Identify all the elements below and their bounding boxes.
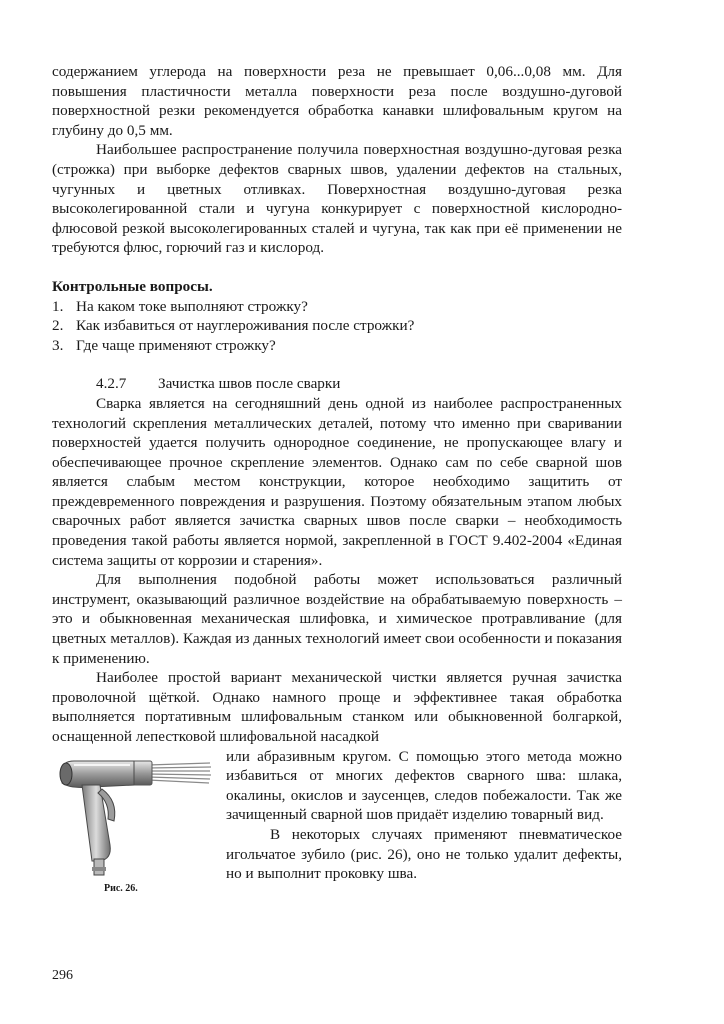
list-text: Как избавиться от науглероживания после строжки? <box>76 317 415 335</box>
list-item <box>52 316 622 336</box>
list-text: Где чаще применяют строжку? <box>76 336 276 354</box>
questions-heading: Контрольные вопросы. <box>52 277 213 295</box>
paragraph: В некоторых случаях применяют пневматическое игольчатое зубило (рис. 26), оно не только удалит дефекты, но и выполнит проковку шва. <box>226 825 622 883</box>
page-number: 296 <box>52 968 73 983</box>
paragraph: или абразивным кругом. С помощью этого метода можно избавиться от многих дефектов сварного шва: шлака, окалины, окислов и заусенцев, следов побежалости. Так же зачищенный сварной шов придаёт изделию товарный вид. <box>226 747 622 824</box>
list-item <box>52 336 622 356</box>
section-heading <box>96 374 622 394</box>
questions-list <box>52 297 622 356</box>
pneumatic-needle-scaler-photo <box>52 749 212 879</box>
paragraph: содержанием углерода на поверхности реза не превышает 0,06...0,08 мм. Для повышения пластичности металла поверхности реза после воздушно-дуговой поверхностной резки рекомендуется обработка канавки шлифовальным кругом на глубину до 0,5 мм. <box>52 63 622 139</box>
section-number: 4.2.7 <box>96 375 127 393</box>
paragraph: Наибольшее распространение получила поверхностная воздушно-дуговая резка (строжка) при выборке дефектов сварных швов, удалении дефектов на стальных, чугунных и цветных отливках. Поверхностная воздушно-дуговая резка высоколегированной стали и чугуна конкурирует с поверхностной кислородно-флюсовой резкой высоколегированных сталей и чугуна, так как при её применении не требуются флюс, горючий газ и кислород. <box>52 141 622 257</box>
section-title: Зачистка швов после сварки <box>158 375 341 393</box>
list-text: На каком токе выполняют строжку? <box>76 297 308 315</box>
figure-block <box>52 747 622 895</box>
paragraph: Сварка является на сегодняшний день одной из наиболее распространенных технологий скрепления металлических деталей, потому что именно при сваривании поверхностей удается получить однородное соединение, не пропускающее влагу и обеспечивающее прочное скрепление элементов. Однако сам по себе сварной шов является слабым местом конструкции, которое необходимо защитить от преждевременного повреждения и разрушения. Поэтому обязательным этапом любых сварочных работ является зачистка сварных швов после сварки – необходимость проведения такой работы является нормой, закрепленной в ГОСТ 9.402-2004 «Единая система защиты от коррозии и старения». <box>52 394 622 569</box>
text-column <box>52 62 622 895</box>
figure-side-text <box>226 747 622 895</box>
figure <box>52 747 218 895</box>
list-item <box>52 297 622 317</box>
paragraph: Для выполнения подобной работы может использоваться различный инструмент, оказывающий различное воздействие на обрабатываемую поверхность – это и обыкновенная механическая шлифовка, и химическое протравливание (для цветных металлов). Каждая из данных технологий имеет свои особенности и показания к применению. <box>52 571 622 667</box>
list-number: 2. <box>52 317 64 335</box>
list-number: 1. <box>52 297 64 315</box>
figure-caption: Рис. 26. <box>104 882 138 894</box>
paragraph: Наиболее простой вариант механической чистки является ручная зачистка проволочной щёткой. Однако намного проще и эффективнее такая обработка выполняется портативным шлифовальным станком или обыкновенной болгаркой, оснащенной лепестковой шлифовальной насадкой <box>52 669 622 745</box>
list-number: 3. <box>52 336 64 354</box>
